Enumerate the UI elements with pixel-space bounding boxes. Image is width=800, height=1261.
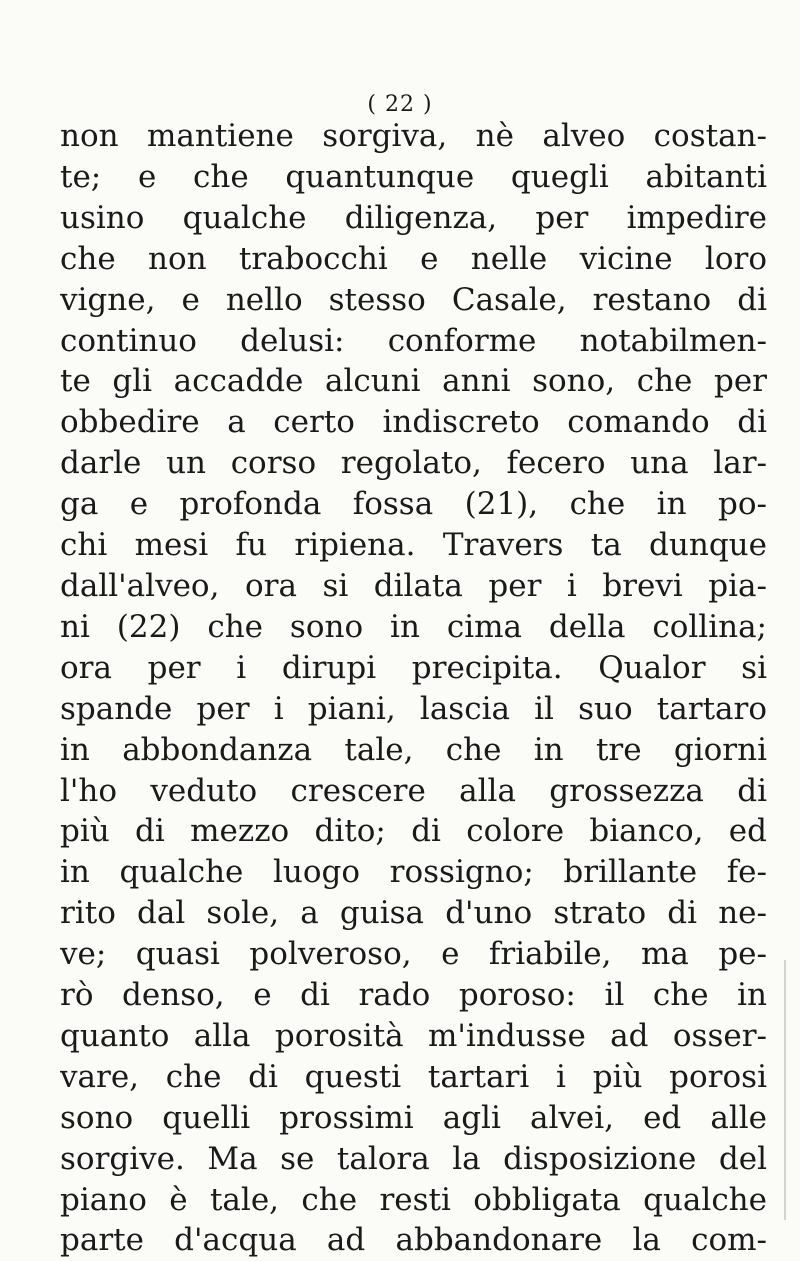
text-line: vare, che di questi tartari i più porosi [60,1058,767,1095]
text-line: ga e profonda fossa (21), che in po- [60,486,767,523]
body-text [60,116,767,1261]
text-line: chi mesi fu ripiena. Travers ta dunque [60,527,767,564]
text-line: non mantiene sorgiva, nè alveo costan- [60,118,767,154]
text-line: quanto alla porosità m'indusse ad osser- [60,1017,767,1054]
text-line: che non trabocchi e nelle vicine loro [60,240,767,277]
text-line: rito dal sole, a guisa d'uno strato di ne- [60,895,767,932]
text-line: rò denso, e di rado poroso: il che in [60,977,767,1014]
text-line: ora per i dirupi precipita. Qualor si [60,649,767,686]
text-line: l'ho veduto crescere alla grossezza di [60,772,767,809]
text-line: parte d'acqua ad abbandonare la com- [60,1222,767,1259]
text-line: sono quelli prossimi agli alvei, ed alle [60,1099,767,1136]
text-line: spande per i piani, lascia il suo tartaro [60,690,767,727]
text-line: sorgive. Ma se talora la disposizione del [60,1140,767,1177]
text-line: te gli accadde alcuni anni sono, che per [60,363,767,400]
text-line: continuo delusi: conforme notabilmen- [60,322,767,359]
text-line: darle un corso regolato, fecero una lar- [60,445,767,482]
text-line: usino qualche diligenza, per impedire [60,199,767,236]
page-number: ( 22 ) [367,92,433,117]
text-line: te; e che quantunque quegli abitanti [60,158,767,195]
text-line: in abbondanza tale, che in tre giorni [60,731,767,768]
text-line: piano è tale, che resti obbligata qualche [60,1181,767,1218]
text-line: ni (22) che sono in cima della collina; [60,608,767,645]
text-line: ve; quasi polveroso, e friabile, ma pe- [60,936,767,973]
text-line: vigne, e nello stesso Casale, restano di [60,281,767,318]
text-line: in qualche luogo rossigno; brillante fe- [60,854,767,891]
text-line: dall'alveo, ora si dilata per i brevi pia- [60,567,767,604]
text-line: più di mezzo dito; di colore bianco, ed [60,813,767,850]
text-line: obbedire a certo indiscreto comando di [60,404,767,441]
page-edge-shadow [784,960,786,1220]
